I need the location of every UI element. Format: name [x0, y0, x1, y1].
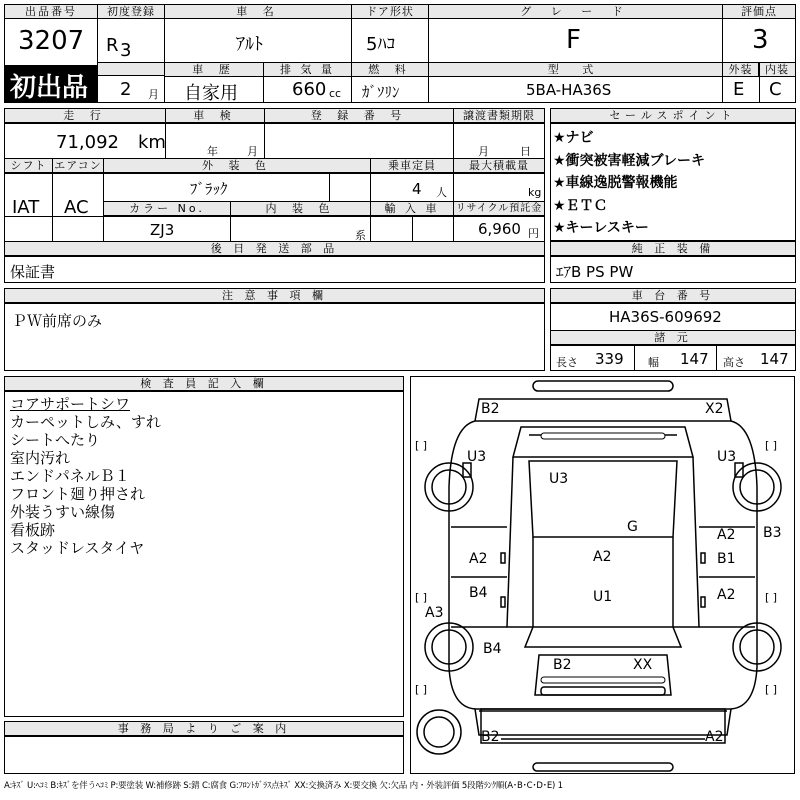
first-reg-label: 初度登録: [98, 5, 164, 19]
door-type: 5ﾊｺ: [366, 34, 396, 55]
door-label: ドア形状: [352, 5, 428, 19]
mark-centre-u1: U1: [593, 589, 613, 605]
month-cell-top: [98, 63, 164, 75]
era: R: [106, 35, 119, 56]
dims-title: 諸 元: [551, 331, 795, 345]
insp-year-unit: 年: [207, 145, 218, 158]
equipment-title: 純 正 装 備: [551, 242, 795, 256]
int-color-label: 内 装 色: [231, 202, 370, 216]
inspector-line: 外装うすい線傷: [10, 503, 116, 521]
grade: F: [566, 25, 581, 55]
import-label: 輸 入 車: [371, 202, 453, 216]
mark-left-door-rear: B4: [469, 585, 488, 601]
month-unit: 月: [148, 88, 159, 101]
car-diagram: [410, 376, 795, 774]
mark-bottom-right: A2: [705, 729, 724, 745]
history-label: 車 歴: [165, 63, 263, 77]
mark-right-door-rear: A2: [717, 587, 736, 603]
reg-year: 3: [120, 40, 132, 61]
color-no-label: カラー No.: [104, 202, 230, 216]
sales-title: セールスポイント: [551, 109, 795, 123]
sales-point: ★キーレスキー: [553, 220, 649, 236]
mark-rear-xx: XX: [633, 657, 653, 673]
interior-grade: C: [769, 79, 782, 100]
later-parts-label: 後 日 発 送 部 品: [5, 242, 544, 256]
bracket-marker: [ ]: [415, 591, 428, 604]
model-label: 型 式: [429, 63, 722, 77]
exterior-grade: E: [733, 79, 745, 100]
inspector-list: [10, 395, 161, 557]
fuel-label: 燃 料: [352, 63, 428, 77]
mark-bottom-left: B2: [481, 729, 500, 745]
load-label: 最大積載量: [454, 159, 544, 173]
notes-value: ＰＷ前席のみ: [12, 312, 103, 330]
inspection-label: 車 検: [166, 109, 264, 123]
mark-left-a3: A3: [425, 605, 444, 621]
width: 147: [680, 350, 709, 368]
bracket-marker: [ ]: [765, 439, 778, 452]
legend-footer: A:ｷｽﾞ U:ﾍｺﾐ B:ｷｽﾞを伴うﾍｺﾐ P:要塗装 W:補修跡 S:錆 C:腐食 G:ﾌﾛﾝﾄｶﾞﾗｽ点ｷｽﾞ XX:交換済み X:要交換 欠:欠品 内・外装評価 5段階ﾗﾝｸ順(A･B･C･D･E) 1: [4, 781, 563, 791]
inspector-line: 室内汚れ: [10, 449, 71, 467]
bracket-marker: [ ]: [415, 439, 428, 452]
capacity-unit: 人: [436, 186, 447, 199]
mileage-label: 走 行: [5, 109, 165, 123]
mileage: 71,092: [56, 132, 119, 153]
plate-label: 登 録 番 号: [265, 109, 453, 123]
length-label: 長さ: [556, 356, 578, 369]
mark-roof: U3: [549, 471, 569, 487]
mark-top-right: X2: [705, 401, 724, 417]
later-parts: 保証書: [10, 263, 56, 281]
capacity-label: 乗車定員: [371, 159, 453, 173]
inspector-line: エンドパネルＢ１: [10, 467, 130, 485]
deadline-month-unit: 月: [478, 145, 489, 158]
displacement-unit: cc: [329, 87, 342, 100]
ext-color: ﾌﾞﾗｯｸ: [190, 180, 228, 198]
sales-point: ★ＥＴＣ: [553, 197, 608, 214]
width-label: 幅: [648, 356, 659, 369]
length: 339: [595, 350, 624, 368]
inspector-title: 検 査 員 記 入 欄: [5, 377, 403, 391]
mark-right-b3: B3: [763, 525, 782, 541]
shift-label: シフト: [5, 159, 52, 173]
grade-label: グ レ ー ド: [429, 5, 722, 19]
chassis-no: HA36S-609692: [609, 308, 722, 326]
car-name-label: 車 名: [165, 5, 351, 19]
sales-list: [553, 127, 705, 240]
recycle-label: リサイクル預託金: [455, 203, 543, 214]
lot-no: 3207: [18, 26, 85, 56]
fuel: ｶﾞｿﾘﾝ: [362, 83, 400, 101]
capacity: 4: [412, 180, 422, 198]
int-color-unit: 系: [355, 229, 366, 242]
mark-right-door-front: A2: [717, 527, 736, 543]
mark-right-upper: U3: [717, 449, 737, 465]
mark-rear-b2: B2: [553, 657, 572, 673]
inspector-line: 看板跡: [10, 521, 56, 539]
score-label: 評価点: [723, 5, 795, 19]
mark-g: G: [627, 519, 638, 535]
notes-title: 注 意 事 項 欄: [5, 289, 544, 303]
mark-right-b1: B1: [717, 551, 736, 567]
sales-point: ★ナビ: [553, 130, 594, 146]
equipment-value: ｴｱB PS PW: [556, 263, 634, 281]
reg-month: 2: [120, 79, 132, 100]
exterior-label: 外装: [723, 63, 759, 77]
shift: IAT: [12, 197, 40, 218]
recycle: 6,960: [478, 220, 521, 238]
recycle-unit: 円: [528, 227, 539, 240]
displacement-label: 排 気 量: [264, 63, 351, 77]
inspector-line: スタッドレスタイヤ: [10, 539, 145, 557]
lot-no-label: 出品番号: [5, 5, 97, 19]
height: 147: [760, 350, 789, 368]
color-no: ZJ3: [150, 221, 175, 239]
insp-month-unit: 月: [247, 145, 258, 158]
bracket-marker: [ ]: [765, 683, 778, 696]
history: 自家用: [184, 83, 238, 104]
load-unit: kg: [528, 186, 542, 199]
inspector-line: コアサポートシワ: [10, 395, 131, 413]
mark-left-b4: B4: [483, 641, 502, 657]
inspector-line: カーペットしみ、すれ: [10, 413, 161, 431]
inspector-line: シートへたり: [10, 431, 101, 449]
chassis-title: 車 台 番 号: [551, 289, 795, 303]
height-label: 高さ: [723, 356, 745, 369]
mark-top-left: B2: [481, 401, 500, 417]
car-name: ｱﾙﾄ: [236, 34, 263, 55]
office-title: 事 務 局 よ り ご 案 内: [5, 722, 403, 736]
bracket-marker: [ ]: [415, 683, 428, 696]
ac: AC: [64, 197, 89, 218]
interior-label: 内装: [759, 63, 795, 77]
displacement: 660: [292, 79, 327, 100]
ext-color-label: 外 装 色: [104, 159, 370, 173]
sales-point: ★衝突被害軽減ブレーキ: [553, 152, 705, 169]
inspector-line: フロント廻り押され: [10, 485, 146, 503]
score: 3: [752, 25, 769, 55]
first-listing-text: 初出品: [10, 73, 89, 103]
mileage-unit: km: [138, 132, 166, 153]
deadline-day-unit: 日: [520, 145, 531, 158]
deadline-label: 譲渡書類期限: [454, 109, 544, 123]
ac-label: エアコン: [54, 159, 102, 172]
mark-left-upper: U3: [467, 449, 487, 465]
mark-centre-a2: A2: [593, 549, 612, 565]
sales-point: ★車線逸脱警報機能: [553, 175, 678, 191]
bracket-marker: [ ]: [765, 591, 778, 604]
model-code: 5BA-HA36S: [526, 81, 612, 99]
car-outline-icon: [411, 377, 796, 775]
mark-left-door-front: A2: [469, 551, 488, 567]
